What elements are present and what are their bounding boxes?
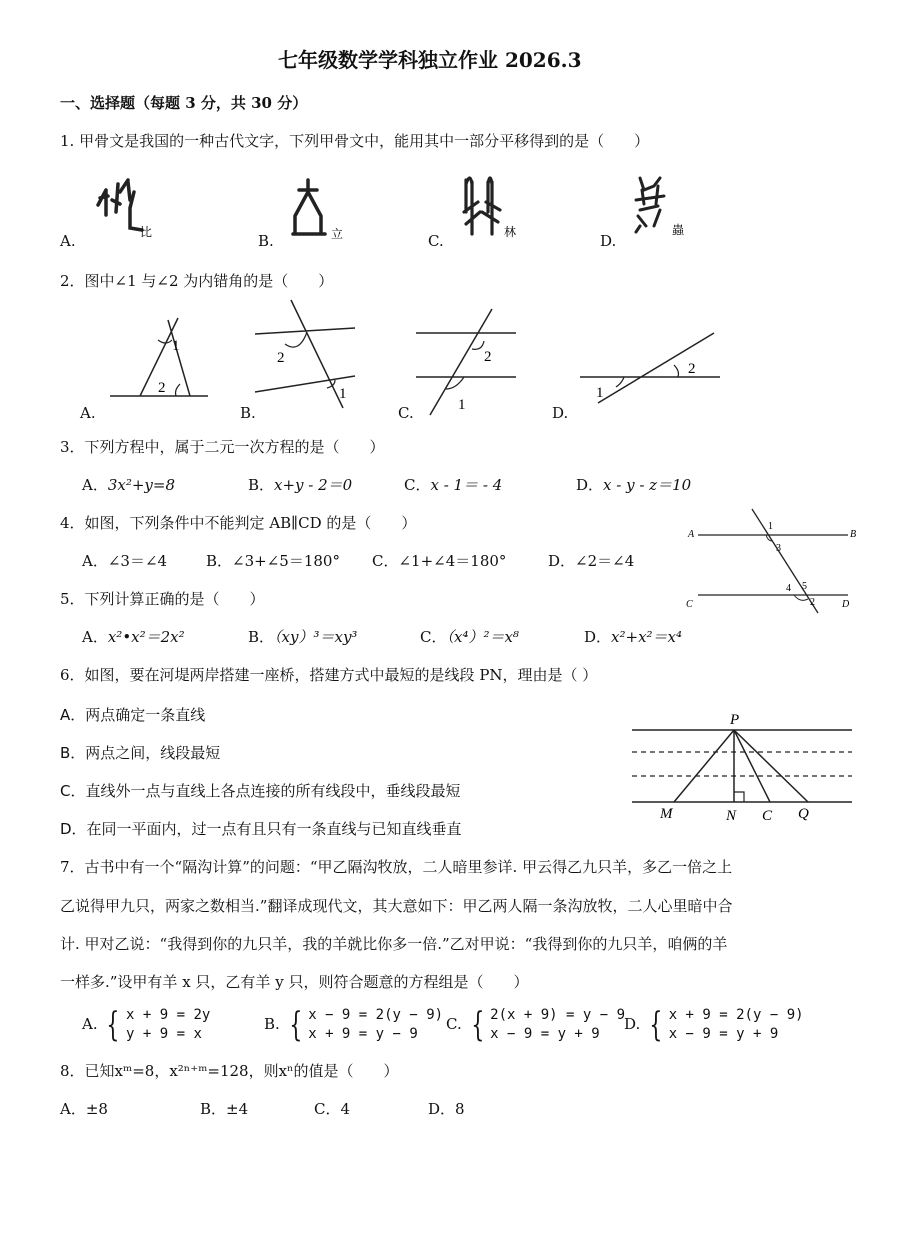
svg-text:1: 1 <box>458 397 466 413</box>
q8-option-c: C．4 <box>314 1100 351 1118</box>
question-3-stem: 3．下列方程中，属于二元一次方程的是（ ） <box>60 438 385 456</box>
q6-option-b: B．两点之间，线段最短 <box>60 744 221 762</box>
question-8-stem: 8．已知xᵐ=8，x²ⁿ⁺ᵐ=128，则xⁿ的值是（ ） <box>60 1062 399 1080</box>
svg-text:2: 2 <box>484 349 492 365</box>
q7-option-d: D. { x + 9 = 2(y − 9) x − 9 = y + 9 <box>624 1005 804 1045</box>
q1-option-c-label: C. <box>428 232 444 250</box>
svg-text:N: N <box>726 808 737 824</box>
svg-text:2: 2 <box>810 597 815 608</box>
q5-option-b: B．（xy）³＝xy³ <box>248 628 358 646</box>
section-heading: 一、选择题（每题 3 分，共 30 分） <box>60 94 308 112</box>
question-1-stem: 1. 甲骨文是我国的一种古代文字，下列甲骨文中，能用其中一部分平移得到的是（ ） <box>60 132 650 150</box>
q3-option-a: A．3x²+y=8 <box>82 476 176 494</box>
q4-parallel-lines-figure <box>684 505 864 615</box>
q6-river-bridge-figure <box>630 710 856 826</box>
q7-option-b: B. { x − 9 = 2(y − 9) x + 9 = y − 9 <box>264 1005 444 1045</box>
svg-text:1: 1 <box>172 338 180 354</box>
q5-option-d: D．x²+x²＝x⁴ <box>584 628 683 646</box>
q7-option-c: C. { 2(x + 9) = y − 9 x − 9 = y + 9 <box>446 1005 625 1045</box>
svg-text:D: D <box>842 599 850 610</box>
q2-figure-c <box>412 305 522 415</box>
q2-figure-a <box>100 310 220 410</box>
q2-figure-d <box>578 325 728 405</box>
svg-text:C: C <box>762 808 773 824</box>
svg-text:Q: Q <box>798 806 809 822</box>
q6-option-d: D．在同一平面内，过一点有且只有一条直线与已知直线垂直 <box>60 820 462 838</box>
q2-figure-b <box>255 300 365 410</box>
question-7-line-4: 一样多.”设甲有羊 x 只，乙有羊 y 只，则符合题意的方程组是（ ） <box>60 973 529 991</box>
svg-text:C: C <box>686 599 693 610</box>
oracle-bi-glyph <box>90 170 160 242</box>
q2-option-c-label: C. <box>398 404 414 422</box>
question-7-line-1: 7．古书中有一个“隔沟计算”的问题：“甲乙隔沟牧放，二人暗里参详. 甲云得乙九只羊，多乙一倍之上 <box>60 858 733 876</box>
svg-text:1: 1 <box>596 385 604 401</box>
q8-option-a: A．±8 <box>60 1100 108 1118</box>
q1-option-d-label: D. <box>600 232 617 250</box>
svg-text:4: 4 <box>786 583 791 594</box>
oracle-char-b: 立 <box>331 227 344 241</box>
svg-text:5: 5 <box>802 581 807 592</box>
question-2-stem: 2．图中∠1 与∠2 为内错角的是（ ） <box>60 272 334 290</box>
svg-text:2: 2 <box>688 361 696 377</box>
q4-option-d: D．∠2＝∠4 <box>548 552 635 570</box>
oracle-lin-glyph <box>458 172 528 244</box>
q2-option-a-label: A. <box>80 404 96 422</box>
svg-text:A: A <box>688 529 695 540</box>
q1-option-b-label: B. <box>258 232 274 250</box>
q2-option-b-label: B. <box>240 404 256 422</box>
q8-option-d: D．8 <box>428 1100 465 1118</box>
oracle-char-a: 比 <box>140 225 153 239</box>
oracle-chong-glyph <box>630 170 700 242</box>
q7-option-a: A. { x + 9 = 2y y + 9 = x <box>82 1005 211 1045</box>
svg-text:B: B <box>850 529 857 540</box>
q4-option-c: C．∠1+∠4＝180° <box>372 552 507 570</box>
q4-option-b: B．∠3+∠5＝180° <box>206 552 340 570</box>
q4-option-a: A．∠3＝∠4 <box>82 552 168 570</box>
svg-text:3: 3 <box>776 543 781 554</box>
oracle-li-glyph <box>285 176 355 246</box>
q3-option-b: B．x+y - 2＝0 <box>248 476 353 494</box>
question-5-stem: 5．下列计算正确的是（ ） <box>60 590 265 608</box>
svg-text:M: M <box>660 806 673 822</box>
q6-option-a: A．两点确定一条直线 <box>60 706 206 724</box>
q1-option-a-label: A. <box>60 232 76 250</box>
q2-option-d-label: D. <box>552 404 569 422</box>
question-6-stem: 6．如图，要在河堤两岸搭建一座桥，搭建方式中最短的是线段 PN，理由是（ ） <box>60 666 598 684</box>
q3-option-c: C．x - 1＝ - 4 <box>404 476 503 494</box>
question-4-stem: 4．如图，下列条件中不能判定 AB∥CD 的是（ ） <box>60 514 417 532</box>
q8-option-b: B．±4 <box>200 1100 249 1118</box>
svg-text:1: 1 <box>339 386 347 402</box>
q6-option-c: C．直线外一点与直线上各点连接的所有线段中，垂线段最短 <box>60 782 461 800</box>
question-7-line-2: 乙说得甲九只，两家之数相当.”翻译成现代文，其大意如下：甲乙两人隔一条沟放牧，二人心里暗中合 <box>60 897 733 915</box>
svg-text:2: 2 <box>158 380 166 396</box>
svg-text:1: 1 <box>768 521 773 532</box>
page-title: 七年级数学学科独立作业 2026.3 <box>278 48 582 72</box>
question-7-line-3: 计. 甲对乙说：“我得到你的九只羊，我的羊就比你多一倍.”乙对甲说：“我得到你的九只羊，咱俩的羊 <box>60 935 728 953</box>
oracle-char-d: 蟲 <box>672 223 685 237</box>
q5-option-a: A．x²•x²＝2x² <box>82 628 185 646</box>
q3-option-d: D．x - y - z＝10 <box>576 476 692 494</box>
svg-text:P: P <box>730 712 740 728</box>
oracle-char-c: 林 <box>504 225 517 239</box>
q5-option-c: C．（x⁴）²＝x⁸ <box>420 628 519 646</box>
svg-text:2: 2 <box>277 350 285 366</box>
